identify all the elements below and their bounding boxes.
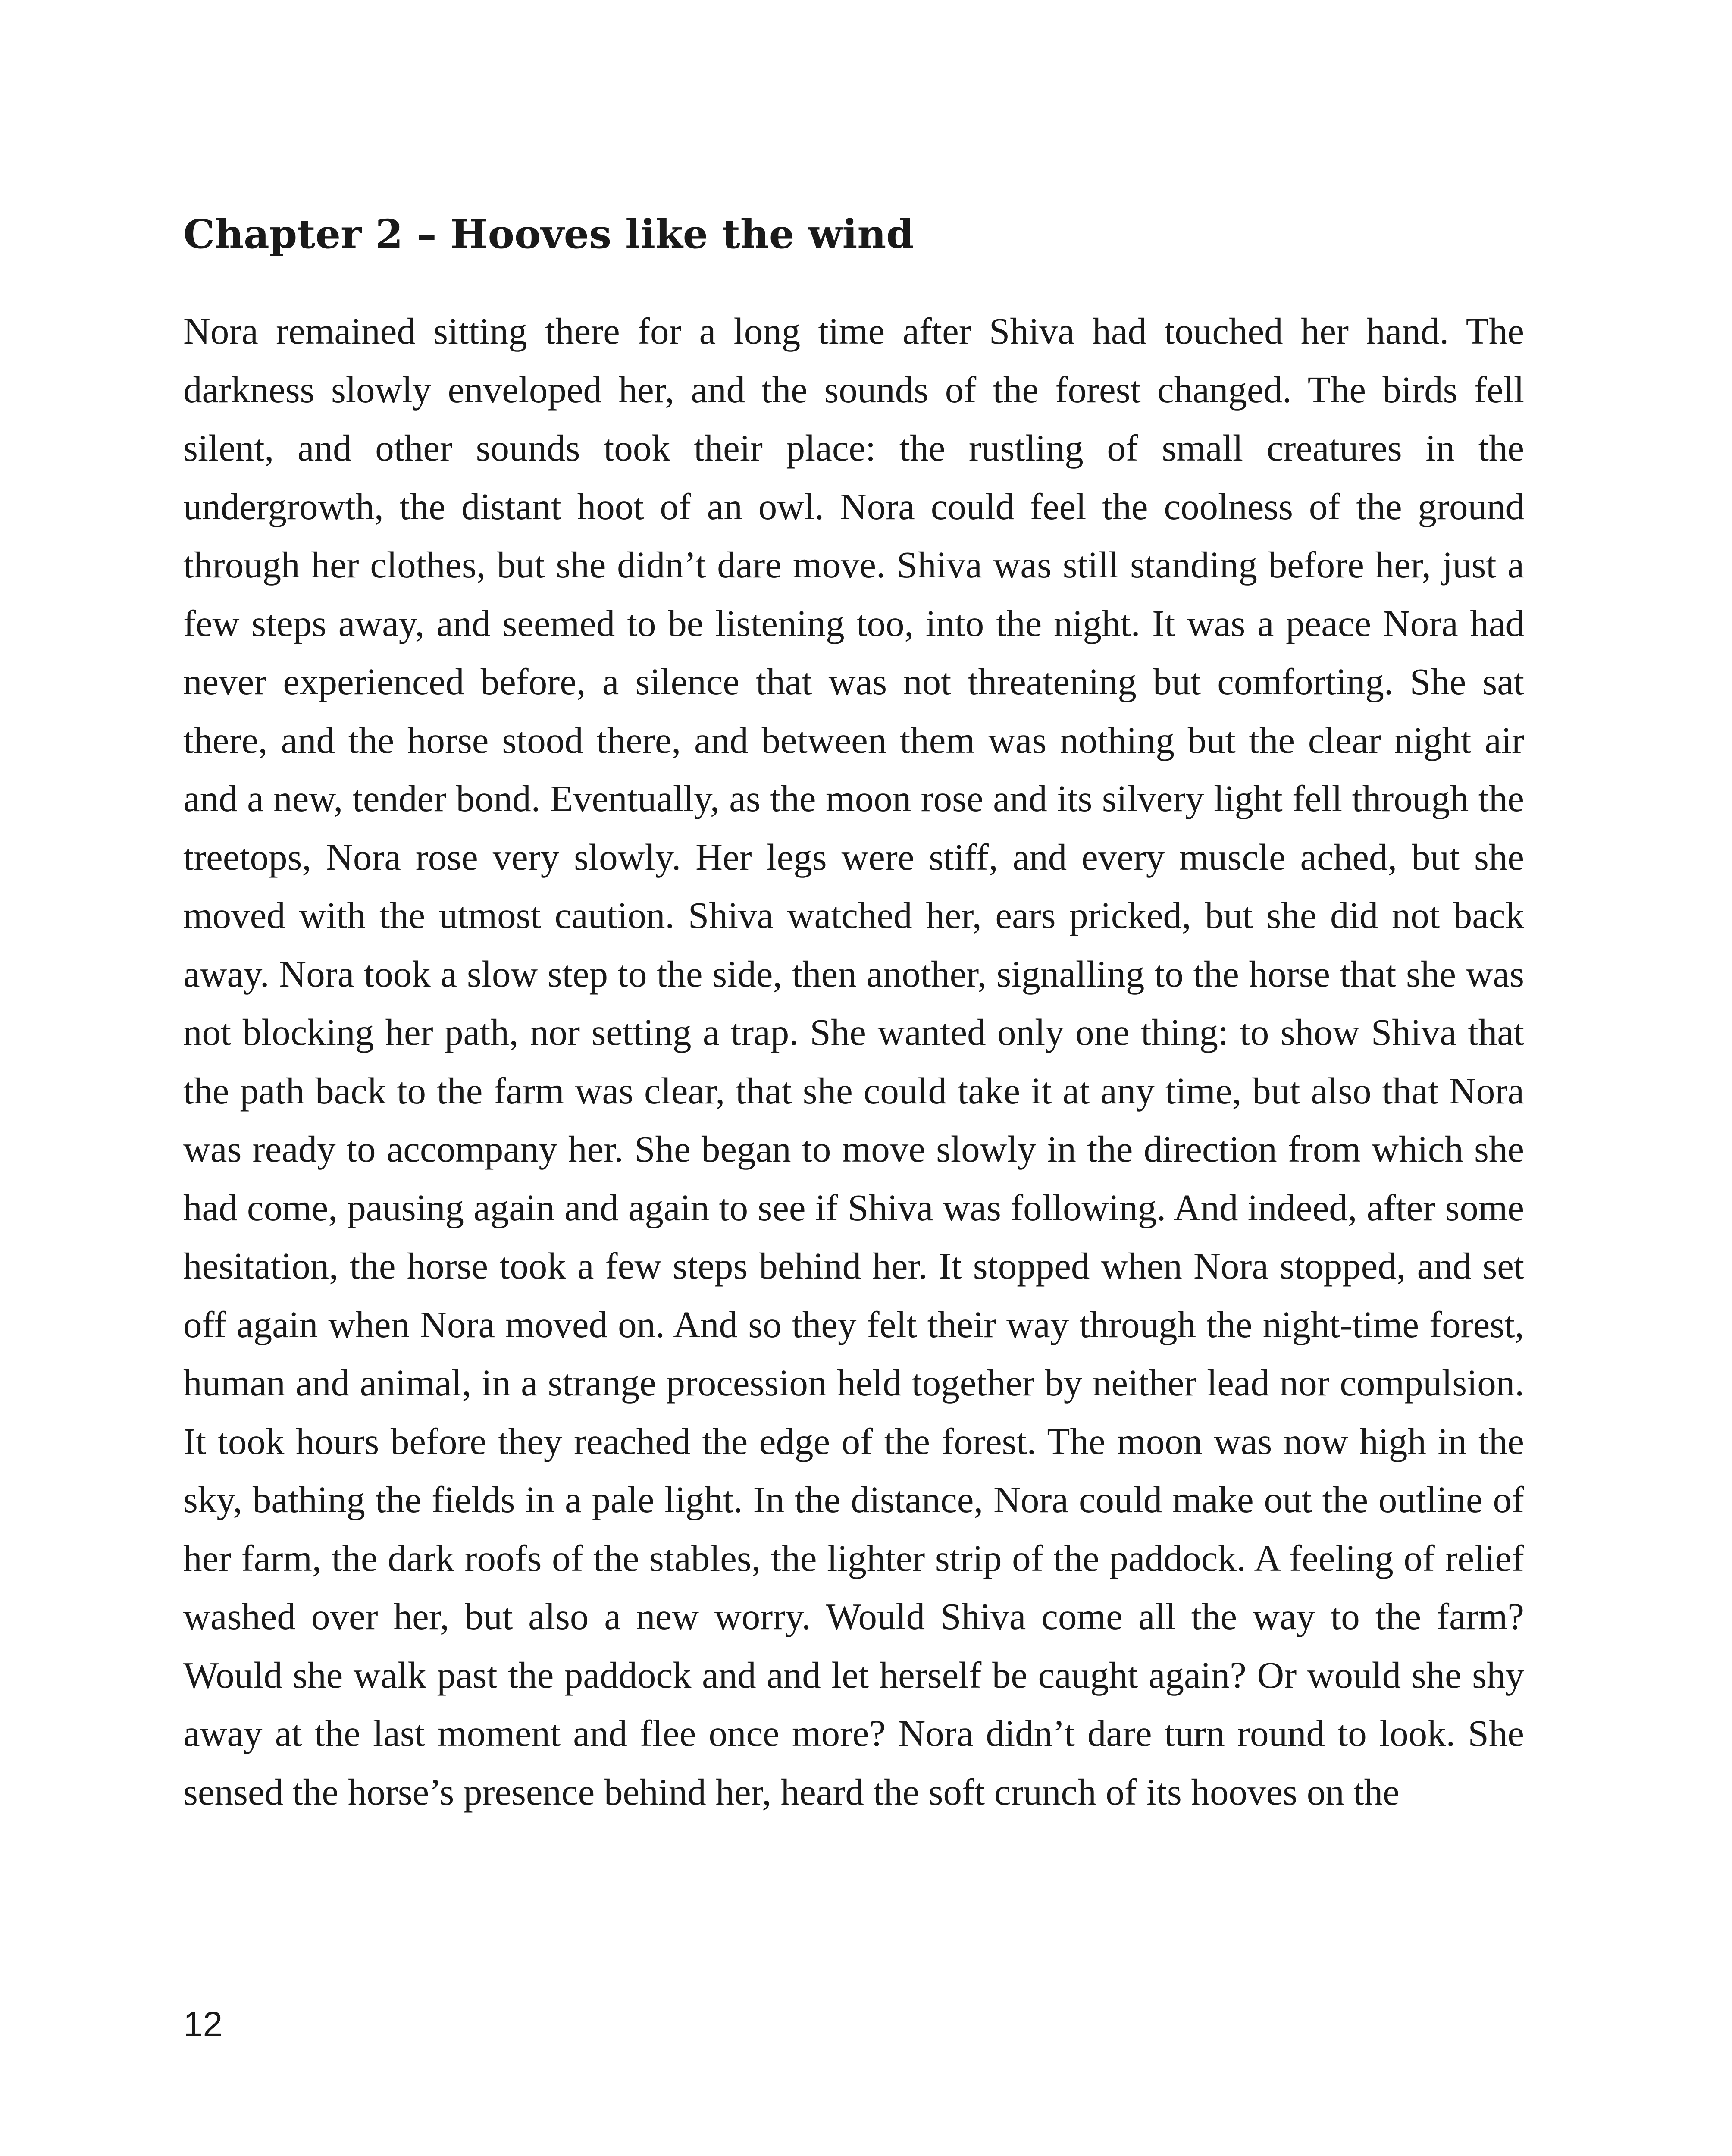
body-paragraph: Nora remained sitting there for a long time after Shiva had touched her hand. The darkness slowly enveloped her, and the sounds of the forest changed. The birds fell silent, and other sounds took their place: the rustling of small creatures in the undergrowth, the distant hoot of an owl. Nora could feel the coolness of the ground through her clothes, but she didn’t dare move. Shiva was still standing before her, just a few steps away, and seemed to be listening too, into the night. It was a peace Nora had never experienced before, a silence that was not threatening but comforting. She sat there, and the horse stood there, and between them was nothing but the clear night air and a new, tender bond. Eventually, as the moon rose and its silvery light fell through the treetops, Nora rose very slowly. Her legs were stiff, and every muscle ached, but she moved with the utmost caution. Shiva watched her, ears pricked, but she did not back away. Nora took a slow step to the side, then another, signalling to the horse that she was not blocking her path, nor setting a trap. She wanted only one thing: to show Shiva that the path back to the farm was clear, that she could take it at any time, but also that Nora was ready to accompany her. She began to move slowly in the direction from which she had come, pausing again and again to see if Shiva was following. And indeed, after some hesitation, the horse took a few steps behind her. It stopped when Nora stopped, and set off again when Nora moved on. And so they felt their way through the night-time forest, human and animal, in a strange procession held together by neither lead nor compulsion. It took hours before they reached the edge of the forest. The moon was now high in the sky, bathing the fields in a pale light. In the distance, Nora could make out the outline of her farm, the dark roofs of the stables, the lighter strip of the paddock. A feeling of relief washed over her, but also a new worry. Would Shiva come all the way to the farm? Would she walk past the paddock and and let herself be caught again? Or would she shy away at the last moment and flee once more? Nora didn’t dare turn round to look. She sensed the horse’s presence behind her, heard the soft crunch of its hooves on the bbox=[183, 310, 1524, 1813]
page-number: 12 bbox=[183, 2005, 223, 2044]
chapter-title: Chapter 2 – Hooves like the wind bbox=[183, 211, 914, 257]
